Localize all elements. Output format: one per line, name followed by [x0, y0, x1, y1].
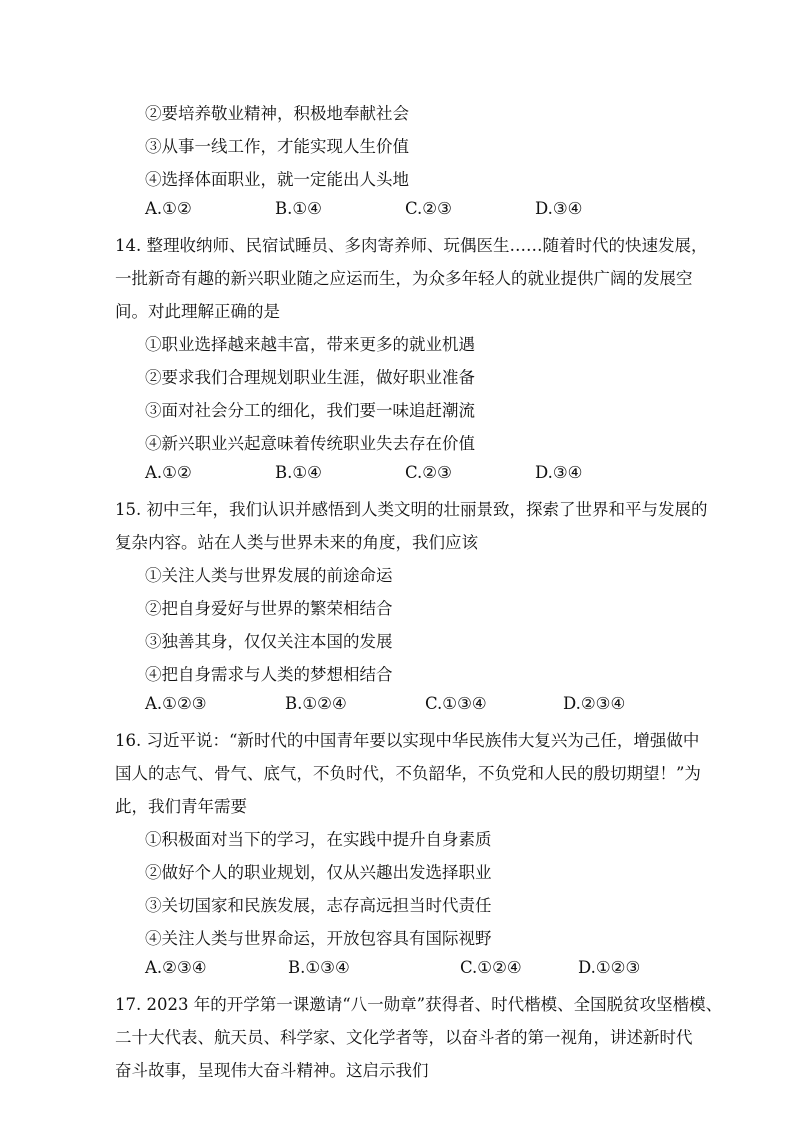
- q13-option-c: C.②③: [405, 199, 452, 218]
- q15-item-1: ①关注人类与世界发展的前途命运: [145, 566, 393, 585]
- q15-item-3: ③独善其身，仅仅关注本国的发展: [145, 632, 393, 651]
- q15-stem-line-1: 15. 初中三年，我们认识并感悟到人类文明的壮丽景致，探索了世界和平与发展的: [115, 500, 708, 519]
- q14-option-b: B.①④: [275, 463, 322, 482]
- q15-option-c: C.①③④: [425, 694, 487, 713]
- q17-stem-line-1: 17. 2023 年的开学第一课邀请“八一勋章”获得者、时代楷模、全国脱贫攻坚楷模、: [115, 995, 723, 1014]
- q13-item-4: ④选择体面职业，就一定能出人头地: [145, 170, 409, 189]
- q14-item-1: ①职业选择越来越丰富，带来更多的就业机遇: [145, 335, 475, 354]
- q15-option-a: A.①②③: [145, 694, 207, 713]
- q14-option-a: A.①②: [145, 463, 192, 482]
- q16-option-d: D.①②③: [578, 958, 641, 977]
- q14-stem-line-1: 14. 整理收纳师、民宿试睡员、多肉寄养师、玩偶医生……随着时代的快速发展，: [115, 236, 708, 255]
- q14-item-2: ②要求我们合理规划职业生涯，做好职业准备: [145, 368, 475, 387]
- q16-option-a: A.②③④: [145, 958, 207, 977]
- q14-stem-line-2: 一批新奇有趣的新兴职业随之应运而生，为众多年轻人的就业提供广阔的发展空: [115, 269, 693, 288]
- q14-option-d: D.③④: [535, 463, 583, 482]
- q15-item-2: ②把自身爱好与世界的繁荣相结合: [145, 599, 393, 618]
- q14-option-c: C.②③: [405, 463, 452, 482]
- q17-stem-line-2: 二十大代表、航天员、科学家、文化学者等，以奋斗者的第一视角，讲述新时代: [115, 1028, 693, 1047]
- q16-option-b: B.①③④: [288, 958, 350, 977]
- q13-item-3: ③从事一线工作，才能实现人生价值: [145, 137, 409, 156]
- q15-item-4: ④把自身需求与人类的梦想相结合: [145, 665, 393, 684]
- q16-item-4: ④关注人类与世界命运，开放包容具有国际视野: [145, 929, 492, 948]
- q15-option-d: D.②③④: [563, 694, 626, 713]
- q16-stem-line-1: 16. 习近平说：“新时代的中国青年要以实现中华民族伟大复兴为己任，增强做中: [115, 731, 700, 750]
- q16-item-3: ③关切国家和民族发展，志存高远担当时代责任: [145, 896, 492, 915]
- q15-option-b: B.①②④: [285, 694, 347, 713]
- q13-item-2: ②要培养敬业精神，积极地奉献社会: [145, 104, 409, 123]
- q13-option-a: A.①②: [145, 199, 192, 218]
- q15-stem-line-2: 复杂内容。站在人类与世界未来的角度，我们应该: [115, 533, 478, 552]
- q16-stem-line-3: 此，我们青年需要: [115, 797, 247, 816]
- q16-option-c: C.①②④: [460, 958, 522, 977]
- q16-stem-line-2: 国人的志气、骨气、底气，不负时代，不负韶华，不负党和人民的殷切期望！”为: [115, 764, 701, 783]
- q14-item-3: ③面对社会分工的细化，我们要一味追赶潮流: [145, 401, 475, 420]
- q13-option-b: B.①④: [275, 199, 322, 218]
- q14-stem-line-3: 间。对此理解正确的是: [115, 302, 280, 321]
- q17-stem-line-3: 奋斗故事，呈现伟大奋斗精神。这启示我们: [115, 1061, 429, 1080]
- q14-item-4: ④新兴职业兴起意味着传统职业失去存在价值: [145, 434, 475, 453]
- q13-option-d: D.③④: [535, 199, 583, 218]
- q16-item-1: ①积极面对当下的学习，在实践中提升自身素质: [145, 830, 492, 849]
- q16-item-2: ②做好个人的职业规划，仅从兴趣出发选择职业: [145, 863, 492, 882]
